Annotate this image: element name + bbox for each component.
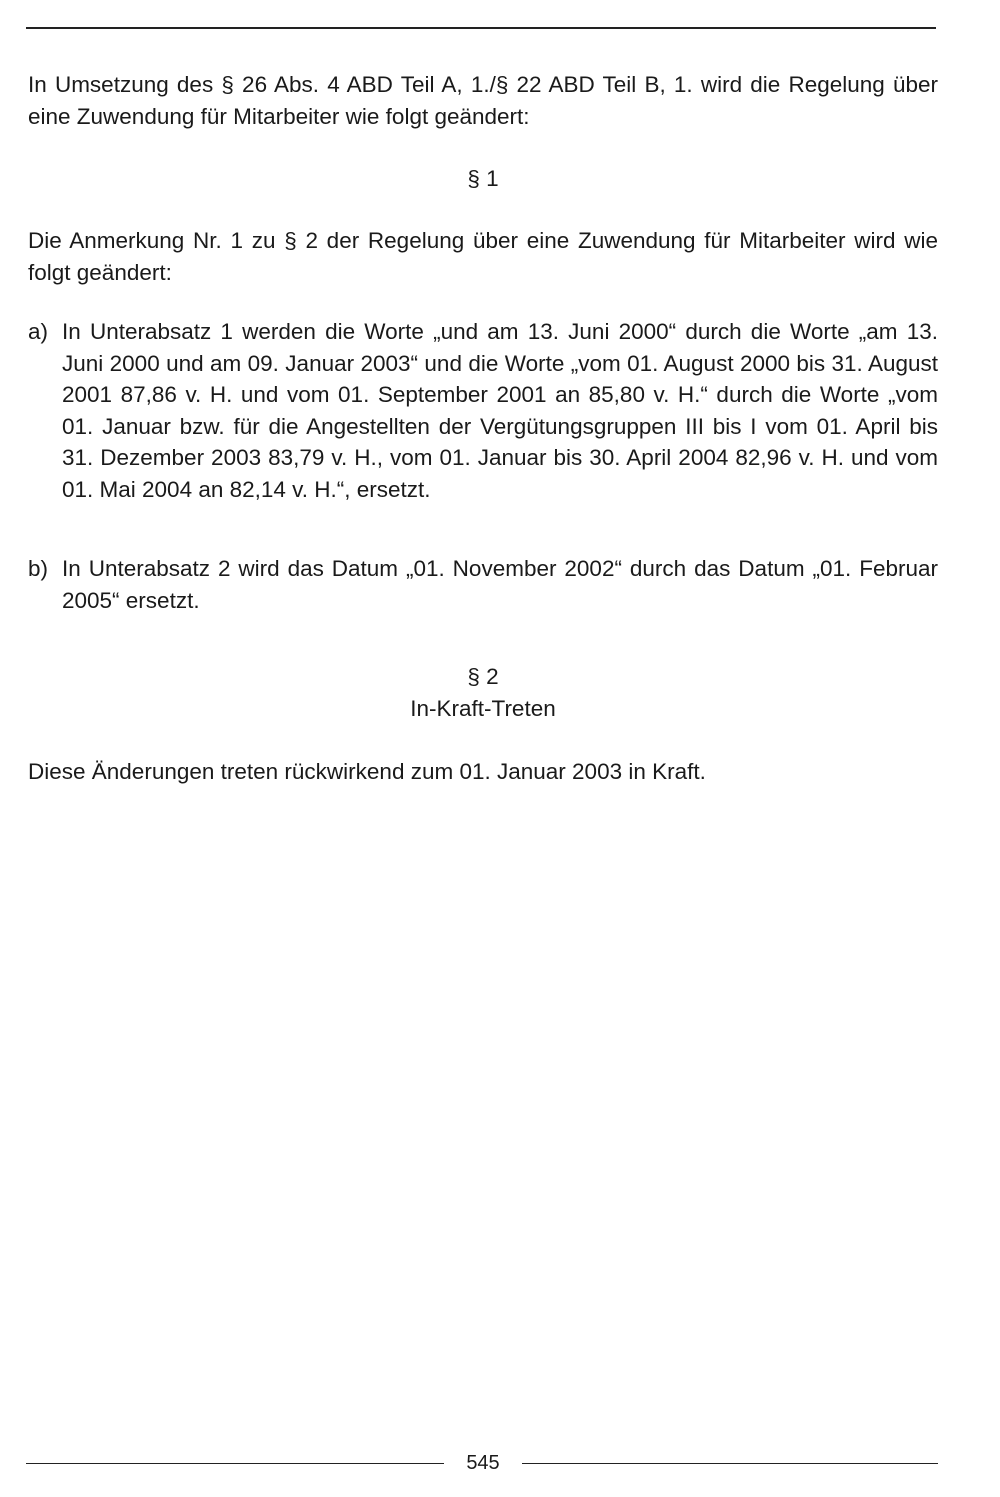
section-2-title: In-Kraft-Treten bbox=[410, 696, 556, 721]
list-item-text: In Unterabsatz 2 wird das Datum „01. November 2002“ durch das Datum „01. Februar 2005“ ersetzt. bbox=[62, 556, 938, 613]
list-item-a bbox=[28, 316, 938, 505]
section-2-heading: § 2 bbox=[467, 664, 499, 689]
top-rule bbox=[26, 27, 936, 29]
list-item-b bbox=[28, 553, 938, 616]
list-marker: b) bbox=[28, 556, 49, 581]
section-1-paragraph: Die Anmerkung Nr. 1 zu § 2 der Regelung über eine Zuwendung für Mitarbeiter wird wie folgt geändert: bbox=[28, 228, 938, 285]
list-item-text: In Unterabsatz 1 werden die Worte „und am 13. Juni 2000“ durch die Worte „am 13. Juni 2000 und am 09. Januar 2003“ und die Worte „vom 01. August 2000 bis 31. August 2001 87,86 v. H. und vom 01. September 2001 an 85,80 v. H.“ durch die Worte „vom 01. Januar bzw. für die Angestellten der Vergütungsgruppen III bis I vom 01. April bis 31. Dezember 2003 83,79 v. H., vom 01. Januar bis 30. April 2004 82,96 v. H. und vom 01. Mai 2004 an 82,14 v. H.“, ersetzt. bbox=[62, 319, 938, 502]
intro-paragraph: In Umsetzung des § 26 Abs. 4 ABD Teil A, 1./§ 22 ABD Teil B, 1. wird die Regelung über eine Zuwendung für Mitarbeiter wie folgt geändert: bbox=[28, 72, 938, 129]
footer-rule-right bbox=[522, 1463, 938, 1464]
section-2-paragraph: Diese Änderungen treten rückwirkend zum 01. Januar 2003 in Kraft. bbox=[28, 759, 706, 784]
page-number: 545 bbox=[466, 1452, 500, 1474]
list-marker: a) bbox=[28, 319, 49, 344]
section-1-heading: § 1 bbox=[467, 166, 499, 191]
footer-rule-left bbox=[26, 1463, 444, 1464]
